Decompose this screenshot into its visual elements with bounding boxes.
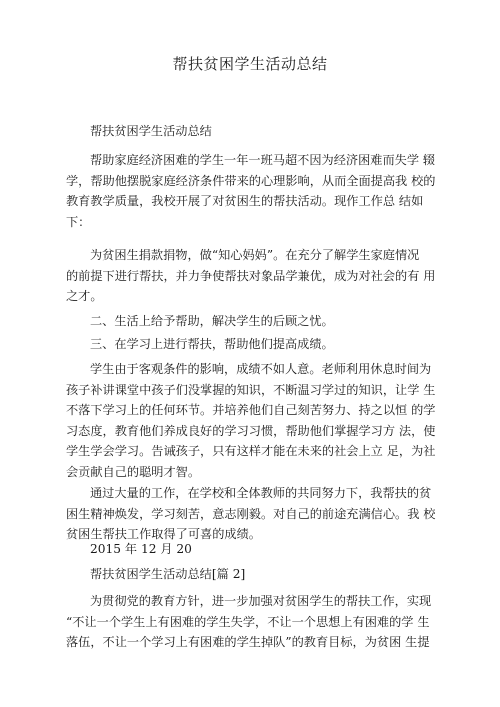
paragraph-result (66, 483, 444, 545)
text-line: 为贯彻党的教育方针，进一步加强对贫困学生的帮扶工作，实现 (90, 594, 432, 608)
paragraph-section-three (66, 334, 444, 355)
text-line: 困生精神焕发，学习刻苦，意志刚毅。对自己的前途充满信心。我 校 (66, 506, 436, 521)
text-line: 不落下学习上的任何环节。并培养他们自己刻苦努力、持之以恒 的学 (66, 403, 436, 417)
text-line: 之才。 (66, 289, 103, 303)
text-line: 下： (66, 214, 91, 229)
text-line: 帮扶贫困学生活动总结[篇 2] (90, 567, 246, 581)
text-line: 会贡献自己的聪明才智。 (66, 464, 201, 479)
text-line: 帮助家庭经济困难的学生一年一班马超不因为经济困难而失学 辍 (90, 153, 436, 167)
paragraph-section-two (66, 311, 444, 332)
text-line: 学生学会学习。告诫孩子，只有这样才能在未来的社会上立 足，为社 (66, 444, 436, 458)
text-line: 三、在学习上进行帮扶，帮助他们提高成绩。 (90, 337, 334, 351)
document-title: 帮扶贫困学生活动总结 (172, 55, 328, 73)
text-line: 教育教学质量，我校开展了对贫困生的帮扶活动。现作工作总 结如 (66, 194, 424, 208)
paragraph-subtitle (66, 121, 444, 142)
text-line: 二、生活上给予帮助，解决学生的后顾之忧。 (90, 314, 334, 328)
text-line: 通过大量的工作，在学校和全体教师的共同努力下，我帮扶的贫 (90, 486, 432, 500)
text-line: 帮扶贫困学生活动总结 (90, 124, 212, 138)
paragraph-intro (66, 150, 444, 232)
text-line: 学，帮助他摆脱家庭经济条件带来的心理影响，从而全面提高我 校的 (66, 173, 436, 188)
text-line: 贫困生帮扶工作取得了可喜的成绩。 (66, 527, 261, 541)
text-line: 的前提下进行帮扶，并力争使帮扶对象品学兼优，成为对社会的有 用 (66, 268, 436, 283)
paragraph-section-heading-2 (66, 564, 444, 585)
text-line: 习态度，教育他们养成良好的学习习惯，帮助他们掌握学习方 法，使 (66, 423, 436, 438)
text-line: 落伍，不让一个学习上有困难的学生掉队”的教育目标，为贫困 生提 (66, 635, 430, 649)
date-line: 2015 年 12 月 20 (90, 542, 192, 556)
paragraph-donation (66, 245, 444, 307)
text-line: 孩子补讲课堂中孩子们没掌握的知识，不断温习学过的知识，让学 生 (66, 382, 436, 397)
text-line: 学生由于客观条件的影响，成绩不如人意。老师利用休息时间为 (90, 362, 432, 376)
paragraph-date (66, 539, 444, 560)
paragraph-study (66, 359, 444, 482)
text-line: 为贫困生捐款捐物，做“知心妈妈”。在充分了解学生家庭情况 (90, 248, 420, 262)
paragraph-policy (66, 591, 444, 653)
text-line: “不让一个学生上有困难的学生失学，不让一个思想上有困难的学 生 (66, 614, 430, 629)
